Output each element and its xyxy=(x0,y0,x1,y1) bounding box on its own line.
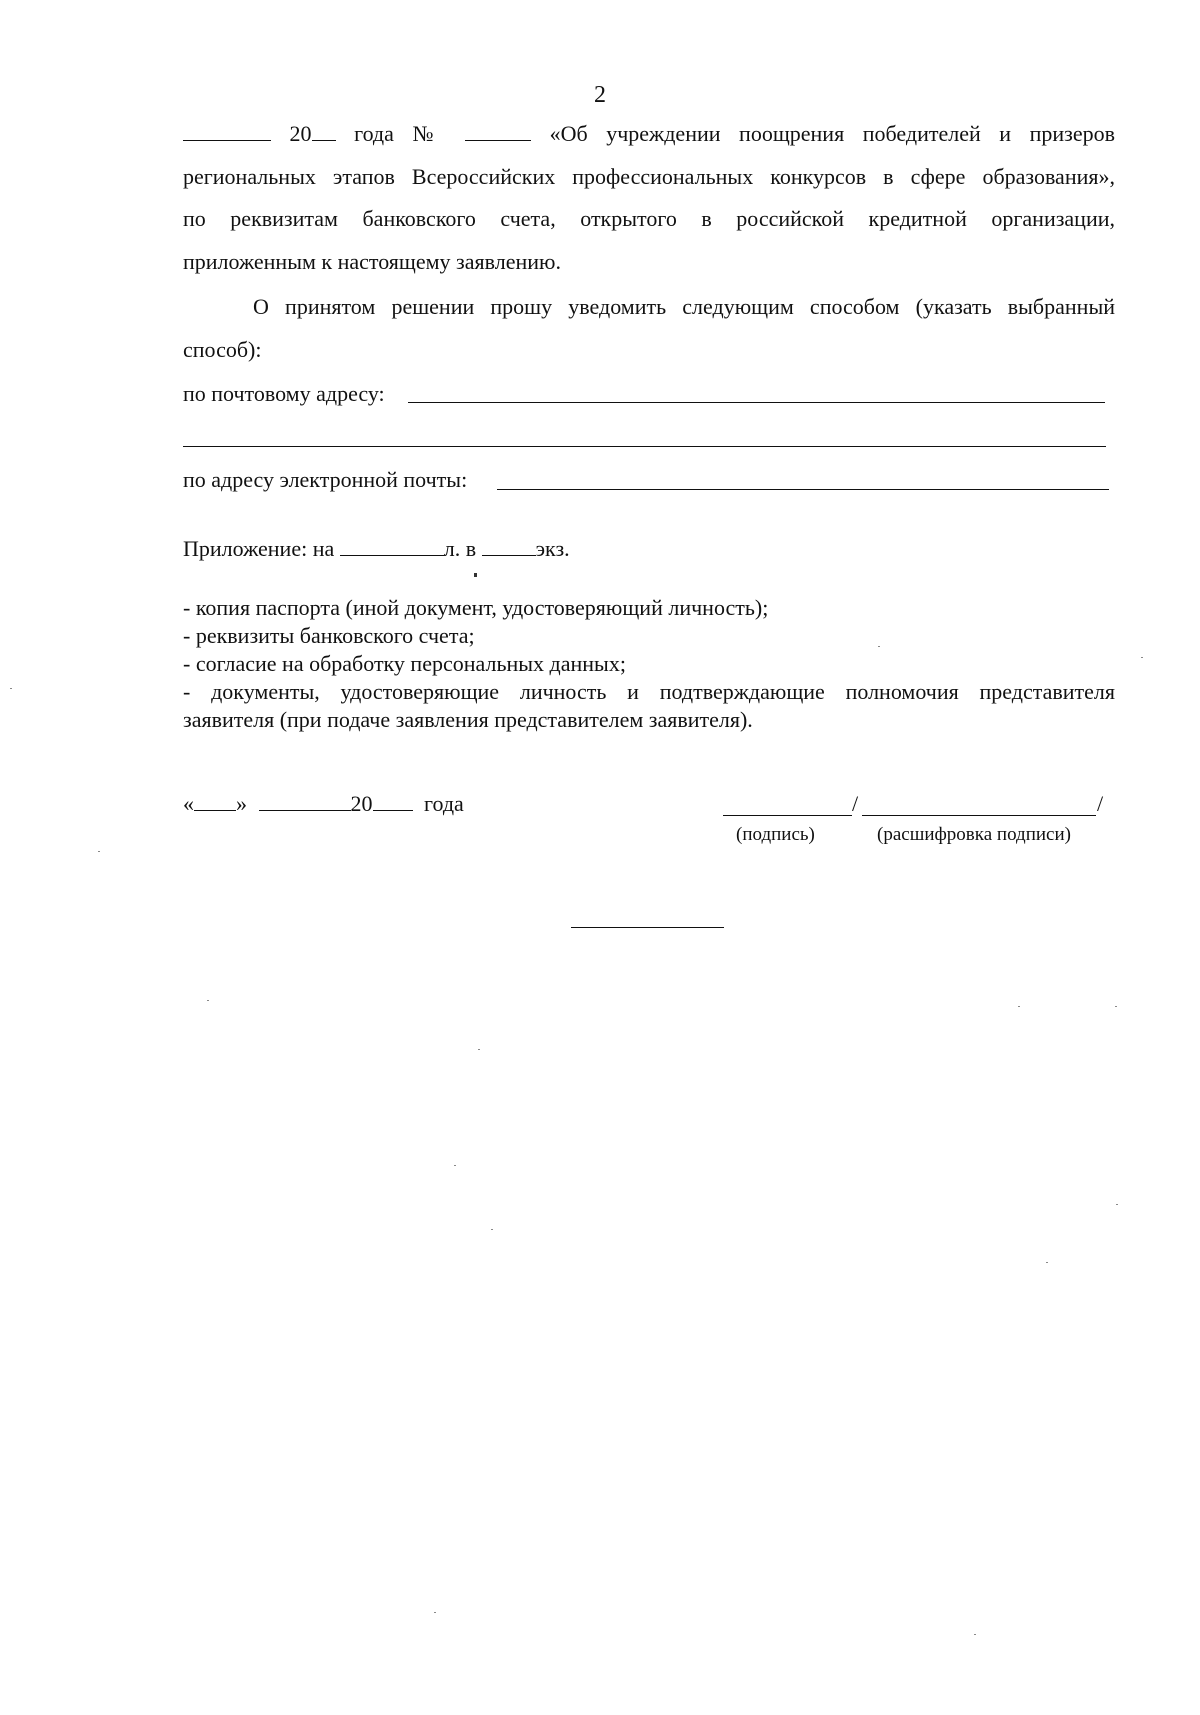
month-blank[interactable] xyxy=(259,790,351,811)
day-blank[interactable] xyxy=(194,790,236,811)
email-line[interactable] xyxy=(497,489,1109,490)
notify-line-1: О принятом решении прошу уведомить следующим способом (указать выбранный xyxy=(253,294,1115,319)
closing-rule xyxy=(571,927,724,928)
intro-line-2: региональных этапов Всероссийских профессиональных конкурсов в сфере образования», xyxy=(183,164,1115,189)
scan-speck xyxy=(454,1165,456,1166)
date-blank xyxy=(183,120,271,141)
date-field: « » 20 года xyxy=(183,791,464,816)
sheets-blank[interactable] xyxy=(340,535,444,556)
signature-decode-caption: (расшифровка подписи) xyxy=(877,824,1071,845)
postal-address-label: по почтовому адресу: xyxy=(183,381,385,406)
attachment-item-4: - документы, удостоверяющие личность и подтверждающие полномочия представителя xyxy=(183,679,1115,704)
notify-line-2: способ): xyxy=(183,337,262,362)
scan-speck xyxy=(1115,1006,1117,1007)
attachment-item-1: - копия паспорта (иной документ, удостоверяющий личность); xyxy=(183,595,769,620)
attachment-item-3: - согласие на обработку персональных данных; xyxy=(183,651,626,676)
scan-speck xyxy=(98,851,100,852)
attachment-line xyxy=(183,535,570,563)
scan-speck xyxy=(974,1634,976,1635)
intro-line-4: приложенным к настоящему заявлению. xyxy=(183,249,561,274)
scan-speck xyxy=(878,646,880,647)
number-label: года № xyxy=(354,121,447,146)
signature-slash-2: / xyxy=(1097,791,1104,816)
sheets-unit: л. в xyxy=(443,536,477,561)
scan-speck xyxy=(1018,1006,1020,1007)
attachment-item-4-cont: заявителя (при подаче заявления представителем заявителя). xyxy=(183,707,753,732)
attachment-prefix: Приложение: на xyxy=(183,536,335,561)
number-blank xyxy=(465,120,531,141)
signature-line[interactable] xyxy=(723,815,852,816)
email-label: по адресу электронной почты: xyxy=(183,467,468,492)
attachment-item-2: - реквизиты банковского счета; xyxy=(183,623,475,648)
scan-speck xyxy=(434,1612,436,1613)
page-number: 2 xyxy=(594,82,606,108)
year-blank[interactable] xyxy=(373,790,413,811)
signature-caption: (подпись) xyxy=(736,824,815,845)
copies-unit: экз. xyxy=(535,536,570,561)
scan-speck xyxy=(491,1229,493,1230)
signature-slash-1: / xyxy=(852,791,859,816)
scan-speck xyxy=(474,573,477,577)
postal-address-line-2[interactable] xyxy=(183,446,1106,447)
scan-speck xyxy=(1141,657,1143,658)
decree-title-start: «Об учреждении поощрения победителей и призеров xyxy=(549,121,1116,146)
postal-address-line-1[interactable] xyxy=(408,402,1105,403)
scan-speck xyxy=(1116,1204,1118,1205)
scan-speck xyxy=(207,1000,209,1001)
intro-line-1 xyxy=(183,120,1115,148)
scan-speck xyxy=(478,1049,480,1050)
intro-line-3: по реквизитам банковского счета, открытого в российской кредитной организации, xyxy=(183,206,1115,231)
signature-decode-line[interactable] xyxy=(862,815,1096,816)
year-label: 20 xyxy=(290,121,336,146)
scan-speck xyxy=(1046,1262,1048,1263)
copies-blank[interactable] xyxy=(482,535,536,556)
scan-speck xyxy=(10,688,12,689)
